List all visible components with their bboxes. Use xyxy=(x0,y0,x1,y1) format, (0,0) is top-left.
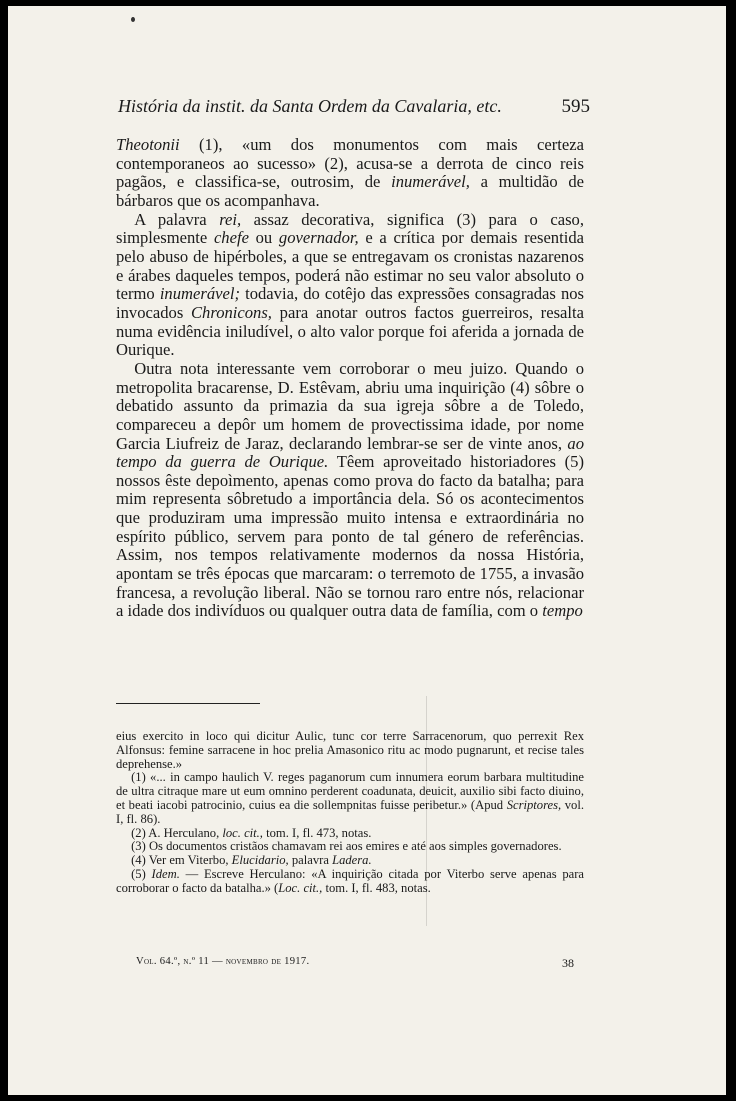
italic-run: rei, xyxy=(219,209,242,229)
text-run: palavra xyxy=(288,853,333,868)
body-paragraph xyxy=(116,136,584,211)
footnote-rule xyxy=(116,703,260,704)
text-run: assaz decorativa, significa (3) para o caso, simplesmente xyxy=(116,209,584,248)
footnote-paragraph xyxy=(116,840,584,854)
italic-run: Theotonii xyxy=(116,135,180,154)
text-run: Têem aproveitado historiadores (5) nossos êste depoìmento, apenas como prova do facto da batalha; para mim representa sôbretudo a importância dela. Só os acontecimentos que produziram uma impressão muito intensa e extraordinária no espírito público, servem para ponto de tal género de referências. Assim, nos tempos relativamente modernos da nossa História, apontam se três épocas que marcaram: o terremoto de 1755, a invasão francesa, a revolução liberal. Não se tornou raro entre nós, relacionar a idade dos indivíduos ou qualquer outra data de família, com o xyxy=(116,452,584,621)
text-run: — Escreve Herculano: «A inquirição citada por Viterbo serve apenas para corroborar o facto da batalha.» ( xyxy=(116,866,585,895)
document-page xyxy=(8,6,726,1095)
text-run: e a crítica por demais resentida pelo abuso de hipérboles, a que se entregavam os cronistas nazarenos e árabes daqueles tempos, poderá não estimar no seu valor absoluto o termo xyxy=(116,228,584,304)
text-run: vol. I, fl. 86). xyxy=(116,797,584,826)
italic-run: Loc. cit., xyxy=(278,880,323,895)
text-run: tom. I, fl. 473, notas. xyxy=(262,825,372,840)
text-run: eius exercito in loco qui dicitur Aulic, tunc cor terre Sarracenorum, quo perrexit Rex Alfonsus: femine sarracene in hoc prelia Amasonico ritu ac modo pugnarunt, et recise tales deprehense.» xyxy=(116,729,584,771)
text-run: (2) A. Herculano, xyxy=(131,825,223,840)
ink-speck xyxy=(131,17,135,22)
footnote-paragraph xyxy=(116,868,584,896)
paper-fold xyxy=(426,696,427,926)
italic-run: loc. cit., xyxy=(222,825,263,840)
main-text xyxy=(116,136,584,621)
text-run: (3) Os documentos cristãos chamavam rei aos emires e até aos simples governadores. xyxy=(131,839,562,854)
page-footer xyxy=(136,956,584,976)
footnote-paragraph xyxy=(116,854,584,868)
italic-run: tempo xyxy=(542,601,583,621)
italic-run: Elucidario, xyxy=(231,853,289,868)
running-title: História da instit. da Santa Ordem da Cavalaria, etc. xyxy=(118,96,502,116)
body-paragraph xyxy=(116,211,584,360)
text-run: Outra nota interessante vem corroborar o meu juizo. Quando o metropolita bracarense, D. Estêvam, abriu uma inquirição (4) sôbre o debatido assunto da primazia da sua igreja sôbre a de Toledo, compareceu a depôr um homem de provectissima idade, por nome Garcia Liufreiz de Jaraz, declarando lembrar-se ser de vinte anos, xyxy=(116,358,584,453)
text-run: ou xyxy=(248,228,279,248)
italic-run: Chronicons, xyxy=(190,302,272,322)
italic-run: inumerável; xyxy=(159,284,240,304)
italic-run: governador, xyxy=(278,228,359,248)
footnote-paragraph xyxy=(116,827,584,841)
text-run: todavia, do cotêjo das expressões consagradas nos invocados xyxy=(116,284,584,322)
italic-run: inumerável, xyxy=(391,172,470,192)
italic-run: chefe xyxy=(213,228,249,248)
footnotes xyxy=(116,730,584,896)
issue-info: Vol. 64.º, n.º 11 — novembro de 1917. xyxy=(136,956,310,967)
text-run: A palavra xyxy=(134,209,220,229)
page-header xyxy=(118,96,590,124)
footnote-paragraph xyxy=(116,730,584,771)
text-run: a multidão de bárbaros que os acompanhava. xyxy=(116,172,584,210)
text-run: (4) Ver em Viterbo, xyxy=(131,853,232,868)
text-run: (5) xyxy=(131,866,152,881)
italic-run: Ladera. xyxy=(332,853,372,868)
footnote-paragraph xyxy=(116,771,584,826)
italic-run: Idem. xyxy=(151,866,180,881)
text-run: tom. I, fl. 483, notas. xyxy=(322,880,431,895)
body-paragraph xyxy=(116,360,584,621)
page-number: 595 xyxy=(561,96,590,117)
text-run: (1) «... in campo haulich V. reges paganorum cum innumera eorum barbara multitudine de ultra citraque mare ut eum omnino perderent coadunata, deuicit, auxilio sibi facto diuino, et beati iacobi patrocinio, cuius ea die sollempnitas fuisse peribetur.» (Apud xyxy=(116,770,584,812)
text-run: (1), «um dos monumentos com mais certeza contemporaneos ao sucesso» (2), acusa-se a derrota de cinco reis pagãos, e classifica-se, outrosim, de xyxy=(116,135,584,192)
italic-run: ao tempo da guerra de Ourique. xyxy=(116,433,584,472)
printer-signature: 38 xyxy=(562,956,574,970)
text-run: para anotar outros factos guerreiros, resalta numa evidência iniludível, o alto valor porque foi aferida a jornada de Ourique. xyxy=(116,302,584,360)
italic-run: Scriptores, xyxy=(506,797,562,812)
